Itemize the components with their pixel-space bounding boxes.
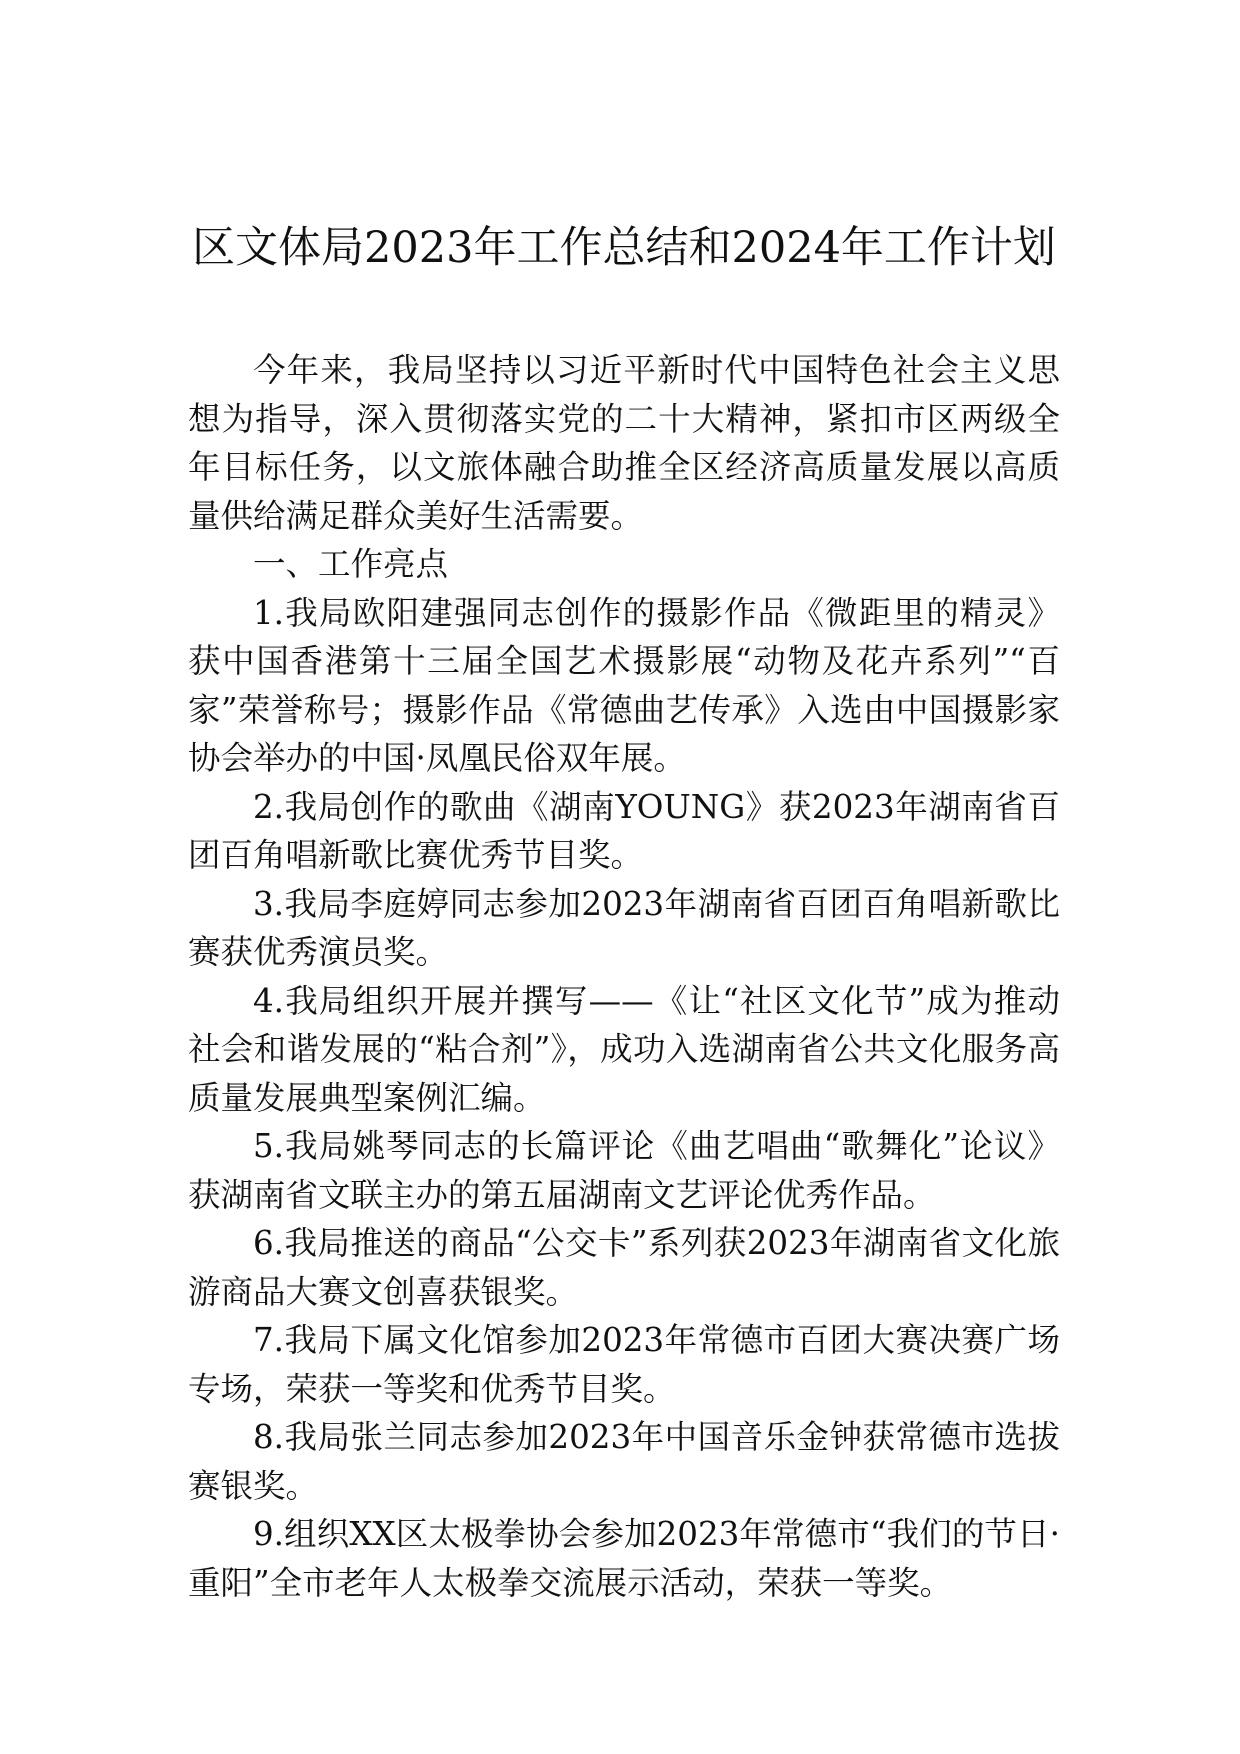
- list-item: 7.我局下属文化馆参加2023年常德市百团大赛决赛广场专场，荣获一等奖和优秀节目奖。: [188, 1321, 1060, 1408]
- list-item: 6.我局推送的商品“公交卡”系列获2023年湖南省文化旅游商品大赛文创喜获银奖。: [188, 1224, 1060, 1311]
- list-item: 8.我局张兰同志参加2023年中国音乐金钟获常德市选拔赛银奖。: [188, 1418, 1060, 1505]
- list-item: 9.组织XX区太极拳协会参加2023年常德市“我们的节日·重阳”全市老年人太极拳交流展示活动，荣获一等奖。: [188, 1515, 1060, 1602]
- document-page: [188, 200, 1060, 1607]
- section-heading: 一、工作亮点: [253, 545, 449, 583]
- list-item: 4.我局组织开展并撰写——《让“社区文化节”成为推动社会和谐发展的“粘合剂”》，成功入选湖南省公共文化服务高质量发展典型案例汇编。: [188, 981, 1060, 1117]
- list-item: 1.我局欧阳建强同志创作的摄影作品《微距里的精灵》获中国香港第十三届全国艺术摄影展“动物及花卉系列”“百家”荣誉称号；摄影作品《常德曲艺传承》入选由中国摄影家协会举办的中国·凤凰民俗双年展。: [188, 593, 1060, 777]
- list-item: 3.我局李庭婷同志参加2023年湖南省百团百角唱新歌比赛获优秀演员奖。: [188, 884, 1060, 971]
- list-item: 2.我局创作的歌曲《湖南YOUNG》获2023年湖南省百团百角唱新歌比赛优秀节目奖。: [188, 787, 1060, 874]
- document-body: [188, 346, 1060, 1607]
- list-item: 5.我局姚琴同志的长篇评论《曲艺唱曲“歌舞化”论议》获湖南省文联主办的第五届湖南文艺评论优秀作品。: [188, 1127, 1060, 1214]
- intro-paragraph: 今年来，我局坚持以习近平新时代中国特色社会主义思想为指导，深入贯彻落实党的二十大精神，紧扣市区两级全年目标任务，以文旅体融合助推全区经济高质量发展以高质量供给满足群众美好生活需要。: [188, 351, 1060, 535]
- document-title: 区文体局2023年工作总结和2024年工作计划: [192, 223, 1056, 273]
